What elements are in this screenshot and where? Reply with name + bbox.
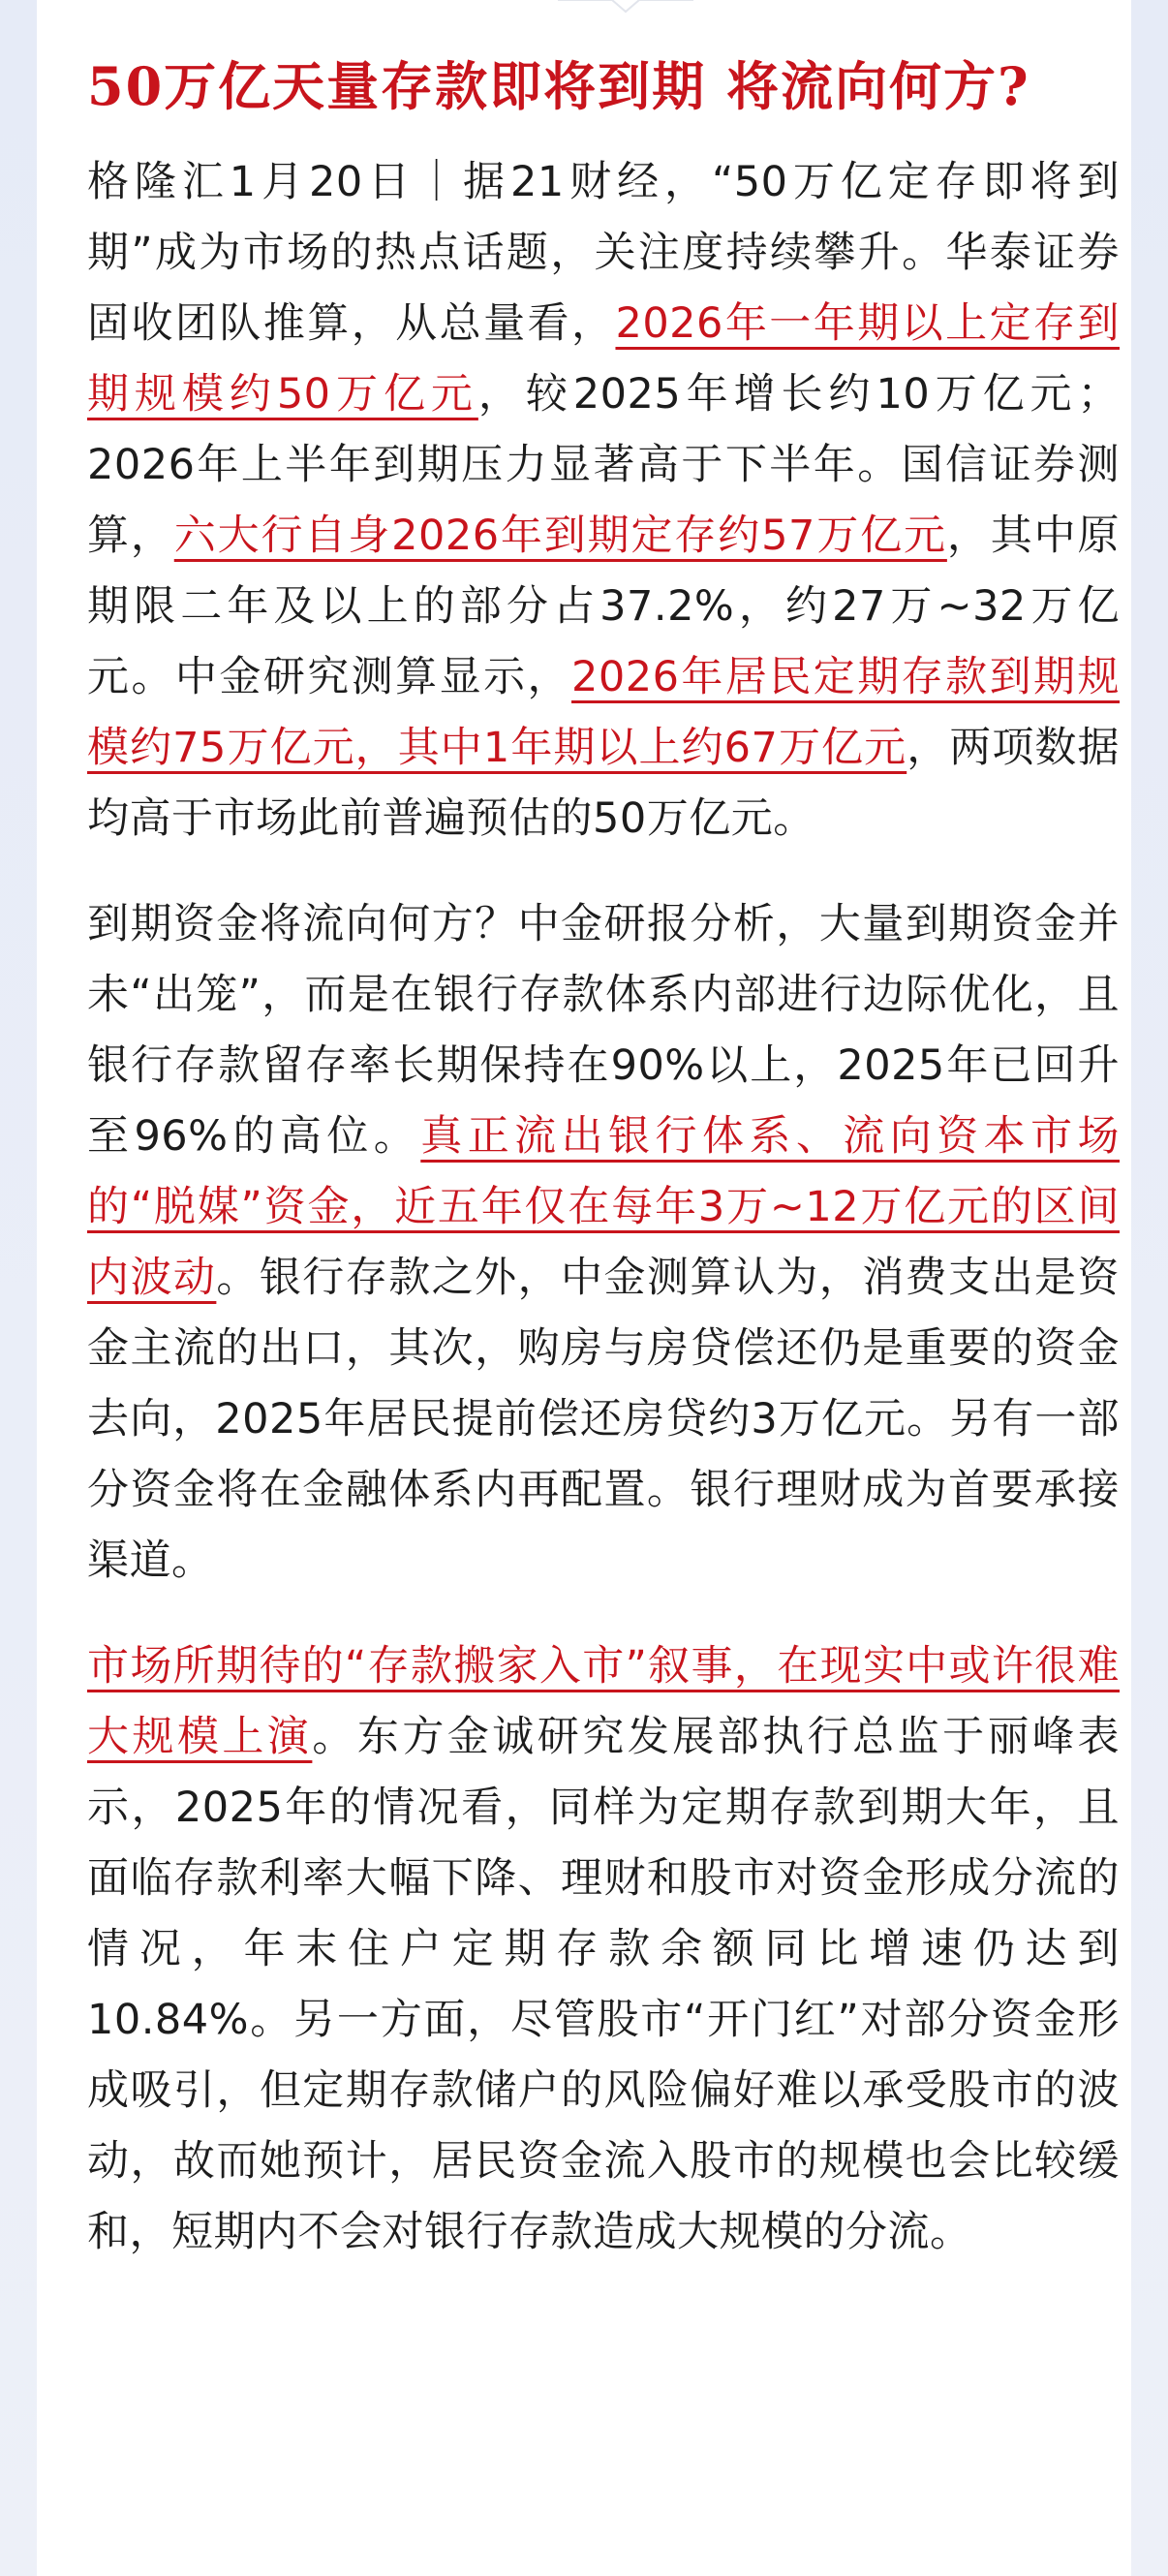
article-content	[87, 50, 1120, 2268]
highlighted-text: 2026年居民定期存款到期规模约75万亿元，其中1年期以上约67万亿元	[87, 653, 1121, 772]
paragraph-gap	[87, 1597, 1120, 1631]
highlighted-text: 2026年一年期以上定存到期规模约50万亿元	[87, 299, 1120, 419]
paragraph-text: 。东方金诚研究发展部执行总监于丽峰表示，2025年的情况看，同样为定期存款到期大年，且面临存款利率大幅下降、理财和股市对资金形成分流的情况，年末住户定期存款余额同比增速仍达到10.84%。另一方面，尽管股市“开门红”对部分资金形成吸引，但定期存款储户的风险偏好难以承受股市的波动，故而她预计，居民资金流入股市的规模也会比较缓和，短期内不会对银行存款造成大规模的分流。	[87, 1713, 1121, 2256]
article-card	[37, 0, 1131, 2576]
paragraph-text: 。银行存款之外，中金测算认为，消费支出是资金主流的出口，其次，购房与房贷偿还仍是重要的资金去向，2025年居民提前偿还房贷约3万亿元。另有一部分资金将在金融体系内再配置。银行理财成为首要承接渠道。	[87, 1254, 1121, 1585]
highlighted-text: 真正流出银行体系、流向资本市场的“脱媒”资金，近五年仅在每年3万~12万亿元的区间内波动	[87, 1112, 1121, 1302]
highlighted-text: 六大行自身2026年到期定存约57万亿元	[173, 512, 947, 560]
paragraph-text: ，较2025年增长约10万亿元；2026年上半年到期压力显著高于下半年。国信证券测算，	[87, 370, 1121, 560]
paragraph-text: ，其中原期限二年及以上的部分占37.2%，约27万~32万亿元。中金研究测算显示，	[87, 512, 1120, 701]
top-notch-decoration	[558, 0, 693, 16]
page-margin-right	[1131, 0, 1168, 2576]
page-margin-left	[0, 0, 37, 2576]
article-title: 50万亿天量存款即将到期 将流向何方?	[87, 55, 1030, 117]
paragraph-text: 到期资金将流向何方？中金研报分析，大量到期资金并未“出笼”，而是在银行存款体系内部进行边际优化，且银行存款留存率长期保持在90%以上，2025年已回升至96%的高位。	[87, 900, 1120, 1161]
paragraph-text: ，两项数据均高于市场此前普遍预估的50万亿元。	[87, 724, 1120, 843]
article-paragraph-1	[87, 147, 1120, 854]
paragraph-gap	[87, 854, 1120, 889]
article-paragraph-2	[87, 889, 1120, 1597]
article-paragraph-3	[87, 1631, 1120, 2268]
paragraph-text: 格隆汇1月20日｜据21财经，“50万亿定存即将到期”成为市场的热点话题，关注度持续攀升。华泰证券固收团队推算，从总量看，	[87, 158, 1120, 348]
highlighted-text: 市场所期待的“存款搬家入市”叙事，在现实中或许很难大规模上演	[87, 1642, 1120, 1761]
